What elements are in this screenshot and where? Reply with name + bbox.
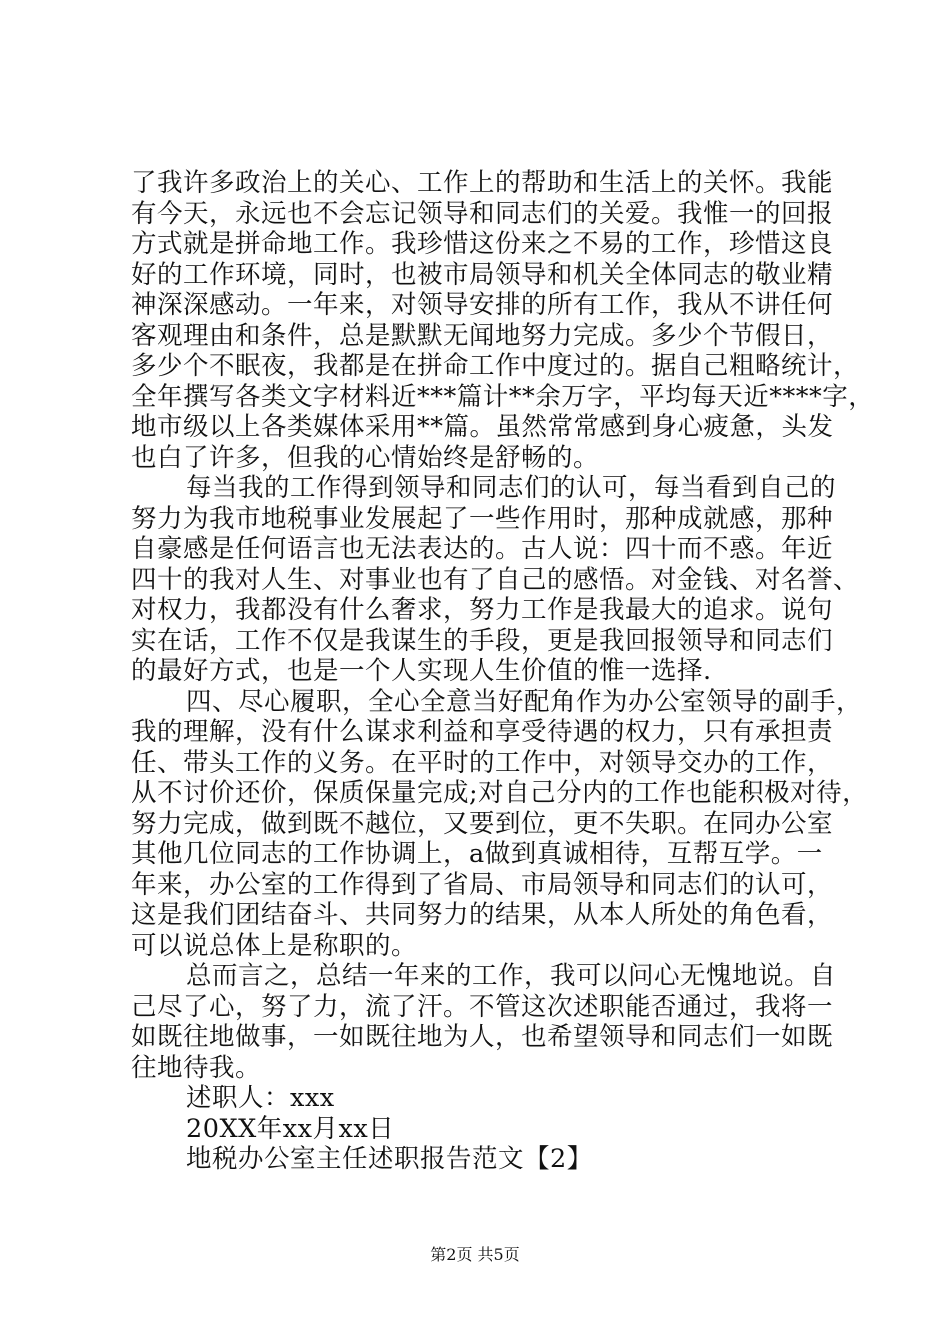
text-line: 我的理解，没有什么谋求利益和享受待遇的权力，只有承担责 (131, 717, 834, 747)
text-line: 这是我们团结奋斗、共同努力的结果，从本人所处的角色看， (131, 900, 834, 930)
text-line: 自豪感是任何语言也无法表达的。古人说：四十而不惑。年近 (131, 534, 834, 564)
text-line: 实在话，工作不仅是我谋生的手段，更是我回报领导和同志们 (131, 625, 834, 656)
next-article-title: 地税办公室主任述职报告范文【2】 (186, 1144, 593, 1174)
page-number-indicator: 第2页 共5页 (430, 1245, 520, 1264)
text-line: 往地待我。 (131, 1052, 262, 1083)
text-line: 其他几位同志的工作协调上，a做到真诚相待，互帮互学。一 (131, 839, 823, 869)
text-line: 的最好方式，也是一个人实现人生价值的惟一选择. (131, 656, 712, 686)
text-line: 努力完成，做到既不越位，又要到位，更不失职。在同办公室 (131, 808, 834, 839)
text-line: 地市级以上各类媒体采用**篇。虽然常常感到身心疲惫，头发 (131, 412, 834, 442)
text-line: 了我许多政治上的关心、工作上的帮助和生活上的关怀。我能 (131, 168, 834, 198)
text-line: 如既往地做事，一如既往地为人，也希望领导和同志们一如既 (131, 1022, 834, 1052)
text-line: 也白了许多，但我的心情始终是舒畅的。 (131, 442, 600, 473)
text-line: 年来，办公室的工作得到了省局、市局领导和同志们的认可， (131, 869, 834, 900)
signature-date: 20XX年xx月xx日 (186, 1113, 395, 1144)
text-line: 对权力，我都没有什么奢求，努力工作是我最大的追求。说句 (131, 595, 834, 625)
text-line: 有今天，永远也不会忘记领导和同志们的关爱。我惟一的回报 (131, 198, 834, 229)
text-line: 全年撰写各类文字材料近***篇计**余万字，平均每天近****字， (131, 381, 875, 412)
page-footer (0, 1245, 950, 1265)
text-line: 四十的我对人生、对事业也有了自己的感悟。对金钱、对名誉、 (131, 564, 860, 595)
text-line: 己尽了心，努了力，流了汗。不管这次述职能否通过，我将一 (131, 991, 834, 1022)
text-line: 客观理由和条件，总是默默无闻地努力完成。多少个节假日， (131, 320, 834, 351)
text-line: 方式就是拼命地工作。我珍惜这份来之不易的工作，珍惜这良 (131, 229, 834, 259)
text-line: 努力为我市地税事业发展起了一些作用时，那种成就感，那种 (131, 503, 834, 534)
section-heading-line: 四、尽心履职，全心全意当好配角作为办公室领导的副手， (186, 686, 863, 717)
document-body (131, 168, 875, 1175)
text-line: 好的工作环境，同时，也被市局领导和机关全体同志的敬业精 (131, 259, 834, 290)
text-line: 从不讨价还价，保质保量完成;对自己分内的工作也能积极对待， (131, 778, 869, 808)
text-line: 多少个不眠夜，我都是在拼命工作中度过的。据自己粗略统计， (131, 351, 860, 381)
text-line: 可以说总体上是称职的。 (131, 930, 418, 961)
paragraph-start-line: 每当我的工作得到领导和同志们的认可，每当看到自己的 (186, 473, 837, 503)
text-line: 任、带头工作的义务。在平时的工作中，对领导交办的工作， (131, 747, 834, 778)
paragraph-start-line: 总而言之，总结一年来的工作，我可以问心无愧地说。自 (186, 961, 837, 991)
signature-name: 述职人：xxx (186, 1083, 335, 1113)
text-line: 神深深感动。一年来，对领导安排的所有工作，我从不讲任何 (131, 290, 834, 320)
